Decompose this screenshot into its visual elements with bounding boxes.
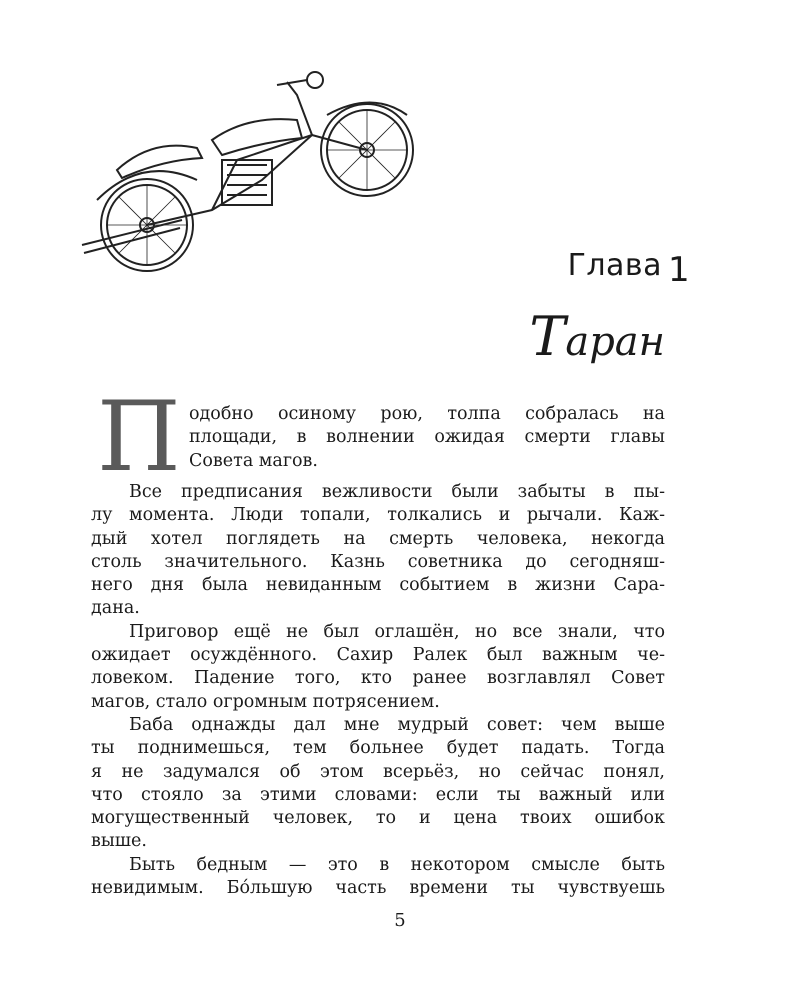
text-line: Приговор ещё не был оглашён, но все знали, что	[129, 621, 665, 642]
text-line: лу момента. Люди топали, толкались и рычали. Каж-	[91, 505, 665, 526]
chapter-number: 1	[668, 250, 690, 290]
body-text	[91, 381, 665, 900]
paragraph	[91, 714, 665, 854]
paragraph	[91, 854, 665, 901]
text-line: выше.	[91, 831, 147, 852]
paragraph	[91, 481, 665, 621]
text-line: ты поднимешься, тем больнее будет падать. Тогда	[91, 738, 665, 759]
text-line: него дня была невиданным событием в жизни Сара-	[91, 575, 665, 596]
text-line: дана.	[91, 598, 140, 619]
text-line: магов, стало огромным потрясением.	[91, 691, 440, 712]
text-line: Баба однажды дал мне мудрый совет: чем выше	[129, 714, 665, 735]
chapter-title	[529, 305, 665, 368]
text-line: одобно осиному рою, толпа собралась на	[189, 404, 665, 424]
chapter-label: Глава	[567, 248, 662, 283]
text-line: я не задумался об этом всерьёз, но сейчас понял,	[91, 761, 665, 782]
text-line: Совета магов.	[189, 450, 318, 471]
text-line: могущественный человек, то и цена твоих ошибок	[91, 808, 665, 829]
motorcycle-illustration	[62, 60, 442, 275]
text-line: площади, в волнении ожидая смерти главы	[189, 427, 665, 448]
text-line: невидимым. Бóльшую часть времени ты чувствуешь	[91, 878, 665, 899]
text-line: дый хотел поглядеть на смерть человека, некогда	[91, 528, 665, 549]
text-line: ожидает осуждённого. Сахир Ралек был важным че-	[91, 645, 665, 666]
text-line: что стояло за этими словами: если ты важный или	[91, 784, 665, 805]
drop-cap: П	[97, 381, 181, 493]
text-line: столь значительного. Казнь советника до сегодняш-	[91, 551, 665, 572]
page-number: 5	[394, 910, 406, 931]
chapter-title-rest: аран	[565, 319, 665, 365]
text-line: ловеком. Падение того, кто ранее возглавлял Совет	[91, 668, 665, 689]
text-line: Быть бедным — это в некотором смысле быть	[129, 854, 665, 875]
paragraph	[91, 621, 665, 714]
chapter-title-initial: Т	[529, 305, 566, 368]
text-line: Все предписания вежливости были забыты в пы-	[129, 482, 665, 502]
